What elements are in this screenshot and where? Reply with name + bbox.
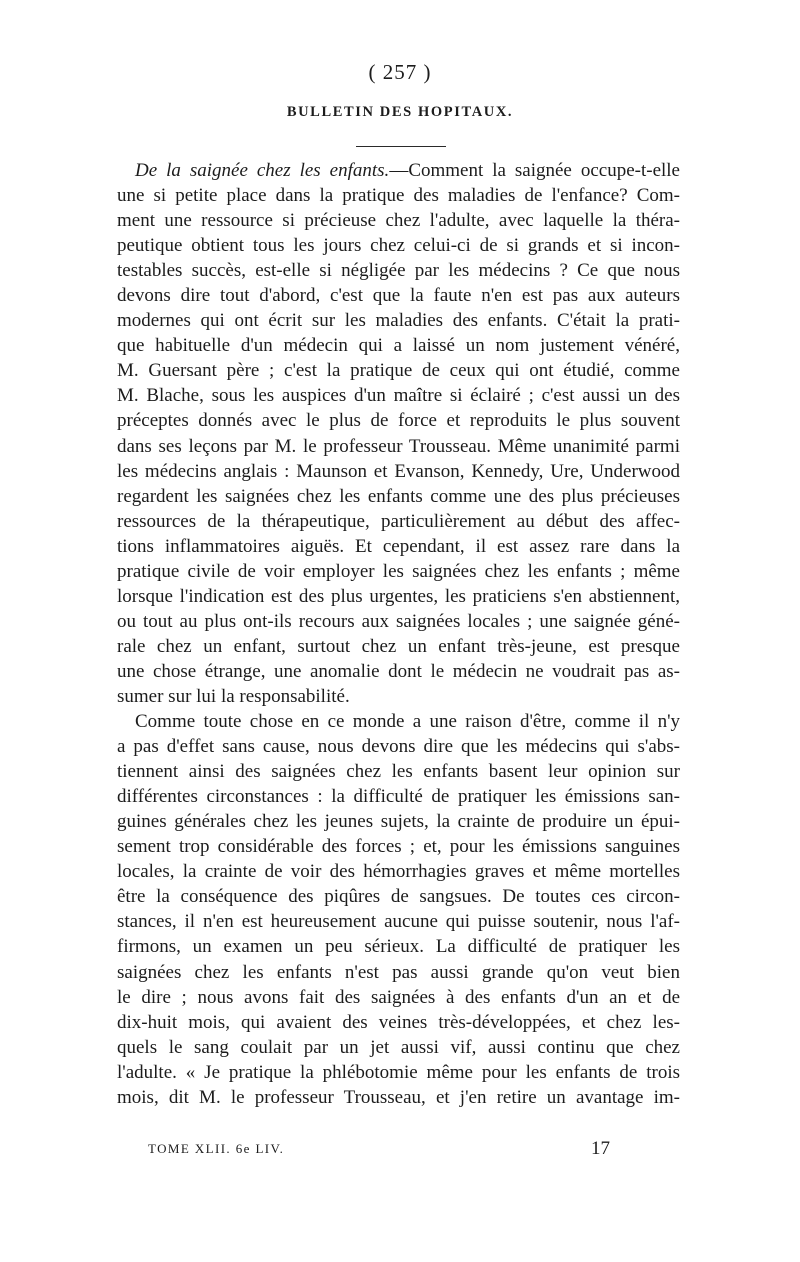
paragraph-line: locales, la crainte de voir des hémorrhagies graves et même mortelles — [117, 861, 680, 883]
paragraph-line: l'adulte. « Je pratique la phlébotomie même pour les enfants de trois — [117, 1061, 680, 1083]
paragraph-line: Comme toute chose en ce monde a une raison d'être, comme il n'y — [135, 711, 680, 733]
paragraph-line: dix-huit mois, qui avaient des veines très-développées, et chez les- — [117, 1011, 680, 1033]
paragraph-line: rale chez un enfant, surtout chez un enfant très-jeune, est presque — [117, 635, 680, 657]
printer-signature: TOME XLII. 6e LIV. — [148, 1141, 285, 1156]
paragraph-line: testables succès, est-elle si négligée par les médecins ? Ce que nous — [117, 260, 680, 282]
paragraph-line: tions inflammatoires aiguës. Et cependant, il est assez rare dans la — [117, 535, 680, 557]
paragraph-line — [117, 158, 680, 183]
paragraph-line: sement trop considérable des forces ; et, pour les émissions sanguines — [117, 836, 680, 858]
paragraph-line: devons dire tout d'abord, c'est que la faute n'en est pas aux auteurs — [117, 285, 680, 307]
paragraph-line: lorsque l'indication est des plus urgentes, les praticiens s'en abstiennent, — [117, 585, 680, 607]
paragraph-line: ou tout au plus ont-ils recours aux saignées locales ; une saignée géné- — [117, 610, 680, 632]
paragraph-line: pratique civile de voir employer les saignées chez les enfants ; même — [117, 560, 680, 582]
paragraph-line: regardent les saignées chez les enfants comme une des plus précieuses — [117, 485, 680, 507]
paragraph-line: les médecins anglais : Maunson et Evanson, Kennedy, Ure, Underwood — [117, 460, 680, 482]
paragraph-line: M. Blache, sous les auspices d'un maître si éclairé ; c'est aussi un des — [117, 385, 680, 407]
article-title-continuation: —Comment la saignée occupe-t-elle — [389, 160, 680, 181]
article-body — [117, 158, 680, 1110]
paragraph-line: dans ses leçons par M. le professeur Trousseau. Même unanimité parmi — [117, 435, 680, 457]
running-title: BULLETIN DES HOPITAUX. — [286, 104, 514, 120]
paragraph-line: que habituelle d'un médecin qui a laissé un nom justement vénéré, — [117, 335, 680, 357]
paragraph-line: préceptes donnés avec le plus de force et reproduits le plus souvent — [117, 410, 680, 432]
paragraph-line: sumer sur lui la responsabilité. — [117, 685, 350, 707]
paragraph-line: quels le sang coulait par un jet aussi vif, aussi continu que chez — [117, 1036, 680, 1058]
paragraph-line: le dire ; nous avons fait des saignées à des enfants d'un an et de — [117, 986, 680, 1008]
paragraph-line: M. Guersant père ; c'est la pratique de ceux qui ont étudié, comme — [117, 360, 680, 382]
page-number: ( 257 ) — [368, 60, 432, 84]
paragraph-line: tiennent ainsi des saignées chez les enfants basent leur opinion sur — [117, 761, 680, 783]
paragraph-line: mois, dit M. le professeur Trousseau, et j'en retire un avantage im- — [117, 1086, 680, 1108]
paragraph-line: guines générales chez les jeunes sujets, la crainte de produire un épui- — [117, 811, 680, 833]
article-title: De la saignée chez les enfants. — [135, 160, 390, 181]
paragraph-line: stances, il n'en est heureusement aucune qui puisse soutenir, nous l'af- — [117, 911, 680, 933]
paragraph-line: a pas d'effet sans cause, nous devons dire que les médecins qui s'abs- — [117, 736, 680, 758]
sheet-number: 17 — [591, 1138, 610, 1159]
paragraph-line: ressources de la thérapeutique, particulièrement au début des affec- — [117, 510, 680, 532]
paragraph-line: firmons, un examen un peu sérieux. La difficulté de pratiquer les — [117, 936, 680, 958]
paragraph-line: saignées chez les enfants n'est pas aussi grande qu'on veut bien — [117, 961, 680, 983]
paragraph-2 — [117, 709, 680, 1110]
paragraph-line: une si petite place dans la pratique des maladies de l'enfance? Com- — [117, 185, 680, 207]
page-footer — [148, 1138, 610, 1163]
paragraph-line: être la conséquence des piqûres de sangsues. De toutes ces circon- — [117, 886, 680, 908]
paragraph-line: ment une ressource si précieuse chez l'adulte, avec laquelle la théra- — [117, 210, 680, 232]
title-rule — [356, 146, 446, 147]
paragraph-line: différentes circonstances : la difficulté de pratiquer les émissions san- — [117, 786, 680, 808]
paragraph-line: une chose étrange, une anomalie dont le médecin ne voudrait pas as- — [117, 660, 680, 682]
paragraph-1 — [117, 183, 680, 709]
paragraph-line: peutique obtient tous les jours chez celui-ci de si grands et si incon- — [117, 235, 680, 257]
paragraph-line: modernes qui ont écrit sur les maladies des enfants. C'était la prati- — [117, 310, 680, 332]
